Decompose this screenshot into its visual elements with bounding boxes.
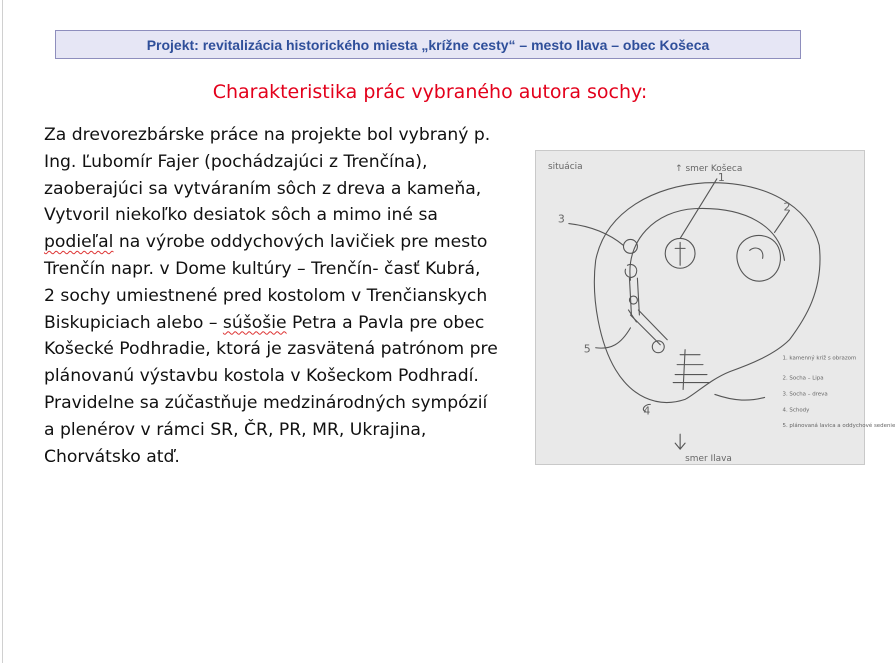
sketch-legend <box>782 355 895 430</box>
text-segment: a plenérov v rámci SR, ČR, PR, MR, Ukrajina, <box>44 419 427 440</box>
text-segment: plánovanú výstavbu kostola v Košeckom Podhradí. <box>44 366 479 387</box>
legend-item: 4. Schody <box>782 407 810 414</box>
text-segment: na výrobe oddychových lavičiek pre mesto <box>113 232 488 253</box>
legend-item: 1. kamenný kríž s obrazom <box>782 355 857 362</box>
marker-5: 5 <box>583 342 591 356</box>
sketch-top-label: ↑ smer Košeca <box>675 163 743 174</box>
project-title: Projekt: revitalizácia historického miesta „krížne cesty“ – mesto Ilava – obec Košeca <box>146 36 710 53</box>
text-line <box>44 444 534 471</box>
marker-2: 2 <box>783 200 791 214</box>
spellcheck-word: súšošie <box>222 312 287 333</box>
text-segment: Za drevorezbárske práce na projekte bol vybraný p. <box>44 125 491 145</box>
site-plan-drawing <box>536 151 895 465</box>
text-line <box>44 417 534 444</box>
text-line <box>44 176 534 203</box>
text-line <box>44 336 534 363</box>
section-subtitle: Charakteristika prác vybraného autora sochy: <box>212 81 648 103</box>
sketch-bottom-label: smer Ilava <box>685 454 732 465</box>
spellcheck-word: podieľal <box>44 232 114 253</box>
text-line <box>44 122 534 149</box>
text-segment: Petra a Pavla pre obec <box>286 312 485 333</box>
legend-item: 5. plánovaná lavica a oddychové sedenie <box>782 423 895 430</box>
sketch-corner-label: situácia <box>547 161 583 172</box>
text-segment: zaoberajúci sa vytváraním sôch z dreva a kameňa, <box>44 178 482 199</box>
text-line <box>44 202 534 229</box>
text-line <box>44 149 534 176</box>
marker-4: 4 <box>643 404 651 418</box>
author-description <box>44 122 534 470</box>
text-line <box>44 229 534 256</box>
text-segment: Biskupiciach alebo – <box>44 312 223 333</box>
text-segment: Ing. Ľubomír Fajer (pochádzajúci z Trenčína), <box>44 151 428 172</box>
legend-item: 3. Socha – dreva <box>782 391 828 398</box>
legend-item: 2. Socha – Lipa <box>782 375 824 382</box>
text-line <box>44 283 534 310</box>
site-plan-sketch <box>535 150 895 465</box>
marker-3: 3 <box>557 212 565 226</box>
text-line <box>44 256 534 283</box>
text-segment: Trenčín napr. v Dome kultúry – Trenčín- časť Kubrá, <box>44 258 481 279</box>
text-segment: Vytvoril niekoľko desiatok sôch a mimo iné sa <box>44 205 438 226</box>
text-segment: 2 sochy umiestnené pred kostolom v Trenčianskych <box>44 285 488 306</box>
text-line <box>44 363 534 390</box>
text-segment: Pravidelne sa zúčastňuje medzinárodných sympózií <box>44 392 488 413</box>
text-segment: Košecké Podhradie, ktorá je zasvätená patrónom pre <box>44 339 498 360</box>
text-line <box>44 390 534 417</box>
project-header <box>55 30 801 59</box>
text-line <box>44 310 534 337</box>
text-segment: Chorvátsko atď. <box>44 446 180 467</box>
marker-1: 1 <box>717 170 725 184</box>
